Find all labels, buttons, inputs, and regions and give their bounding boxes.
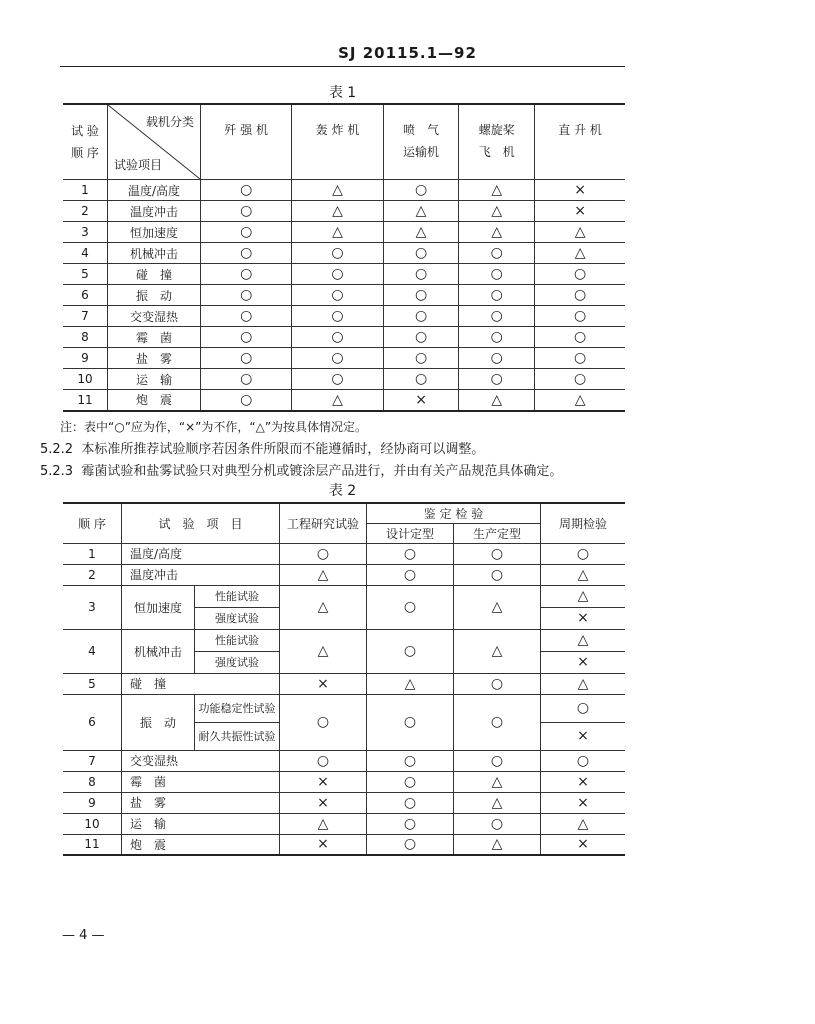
production-symbol: ○ <box>454 564 541 585</box>
clause-5-2-2 <box>40 438 484 457</box>
table2-row <box>63 694 625 722</box>
periodic-symbol: × <box>541 607 626 629</box>
requirement-symbol: ○ <box>535 327 625 348</box>
periodic-symbol: ○ <box>541 694 626 722</box>
requirement-symbol: ○ <box>383 369 459 390</box>
table1-row-label-header <box>63 104 108 180</box>
requirement-symbol: ○ <box>292 243 383 264</box>
requirement-symbol: ○ <box>292 348 383 369</box>
eng-symbol: ○ <box>280 694 367 750</box>
column-header-line: 轰 炸 机 <box>315 123 360 137</box>
periodic-symbol: △ <box>541 629 626 651</box>
periodic-symbol: △ <box>541 813 626 834</box>
clause-text: 霉菌试验和盐雾试验只对典型分机或镀涂层产品进行，并由有关产品规范具体确定。 <box>81 464 563 479</box>
requirement-symbol: ○ <box>535 306 625 327</box>
requirement-symbol: ○ <box>201 369 292 390</box>
diagonal-header <box>108 105 200 179</box>
sub-test-item: 功能稳定性试验 <box>195 694 280 722</box>
row-number: 9 <box>63 348 108 369</box>
requirement-symbol: △ <box>535 390 625 411</box>
requirement-symbol: ○ <box>383 348 459 369</box>
requirement-symbol: ○ <box>201 201 292 222</box>
column-header-line: 飞 机 <box>478 145 515 159</box>
test-item: 碰 撞 <box>122 673 280 694</box>
table2-row <box>63 585 625 607</box>
eng-symbol: △ <box>280 564 367 585</box>
eng-symbol: ○ <box>280 543 367 564</box>
requirement-symbol: ○ <box>383 285 459 306</box>
table1-column-header <box>292 104 383 180</box>
test-item: 振 动 <box>108 285 201 306</box>
eng-symbol: △ <box>280 629 367 673</box>
row-number: 9 <box>63 792 122 813</box>
test-item: 温度/高度 <box>122 543 280 564</box>
test-item: 恒加速度 <box>108 222 201 243</box>
periodic-symbol: ○ <box>541 750 626 771</box>
design-symbol: ○ <box>367 629 454 673</box>
table2-row <box>63 543 625 564</box>
header-rule <box>60 66 625 67</box>
test-item: 温度冲击 <box>122 564 280 585</box>
requirement-symbol: △ <box>292 390 383 411</box>
requirement-symbol: △ <box>459 201 535 222</box>
periodic-symbol: △ <box>541 585 626 607</box>
eng-symbol: × <box>280 673 367 694</box>
row-number: 6 <box>63 694 122 750</box>
periodic-symbol: △ <box>541 564 626 585</box>
requirement-symbol: ○ <box>201 222 292 243</box>
row-number: 6 <box>63 285 108 306</box>
table1-row <box>63 369 625 390</box>
requirement-symbol: × <box>383 390 459 411</box>
row-number: 4 <box>63 243 108 264</box>
periodic-symbol: × <box>541 722 626 750</box>
periodic-symbol: × <box>541 834 626 855</box>
column-header-line: 喷 气 <box>403 123 440 137</box>
production-symbol: △ <box>454 834 541 855</box>
table1-row <box>63 222 625 243</box>
requirement-symbol: ○ <box>459 369 535 390</box>
corner-top-label: 载机分类 <box>145 115 194 129</box>
requirement-symbol: ○ <box>201 180 292 201</box>
test-item: 交变湿热 <box>108 306 201 327</box>
production-symbol: ○ <box>454 543 541 564</box>
row-label-line: 试 验 <box>71 124 99 138</box>
test-item: 盐 雾 <box>122 792 280 813</box>
page-number: — 4 — <box>62 928 105 943</box>
eng-symbol: ○ <box>280 750 367 771</box>
row-number: 3 <box>63 585 122 629</box>
design-symbol: ○ <box>367 792 454 813</box>
row-number: 4 <box>63 629 122 673</box>
requirement-symbol: △ <box>292 180 383 201</box>
design-symbol: ○ <box>367 750 454 771</box>
requirement-symbol: ○ <box>535 285 625 306</box>
table2-row <box>63 564 625 585</box>
row-number: 10 <box>63 369 108 390</box>
sub-test-item: 性能试验 <box>195 629 280 651</box>
table1-row <box>63 306 625 327</box>
test-item: 温度冲击 <box>108 201 201 222</box>
requirement-symbol: △ <box>459 390 535 411</box>
row-number: 7 <box>63 306 108 327</box>
design-symbol: ○ <box>367 564 454 585</box>
production-symbol: ○ <box>454 813 541 834</box>
table2-caption: 表 2 <box>328 483 357 499</box>
column-header-line: 运输机 <box>403 145 440 159</box>
eng-symbol: × <box>280 771 367 792</box>
column-header-line: 直 升 机 <box>558 123 602 137</box>
requirement-symbol: ○ <box>383 306 459 327</box>
table1-column-header <box>459 104 535 180</box>
row-number: 1 <box>63 543 122 564</box>
table1-column-header <box>383 104 459 180</box>
test-item: 机械冲击 <box>108 243 201 264</box>
row-number: 5 <box>63 264 108 285</box>
row-number: 5 <box>63 673 122 694</box>
periodic-symbol: × <box>541 792 626 813</box>
table2-header-row <box>63 503 625 523</box>
requirement-symbol: ○ <box>535 348 625 369</box>
requirement-symbol: × <box>535 201 625 222</box>
requirement-symbol: ○ <box>459 264 535 285</box>
requirement-symbol: ○ <box>201 243 292 264</box>
requirement-symbol: △ <box>459 180 535 201</box>
requirement-symbol: △ <box>535 222 625 243</box>
table1-corner-cell <box>108 104 201 180</box>
production-symbol: △ <box>454 792 541 813</box>
test-item: 振 动 <box>122 694 195 750</box>
table2-row <box>63 629 625 651</box>
table2-item-header: 试 验 项 目 <box>122 503 280 543</box>
row-number: 11 <box>63 390 108 411</box>
design-symbol: ○ <box>367 771 454 792</box>
row-label-line: 顺 序 <box>71 146 99 160</box>
table1-row <box>63 243 625 264</box>
test-item: 交变湿热 <box>122 750 280 771</box>
test-item: 盐 雾 <box>108 348 201 369</box>
table2-row <box>63 750 625 771</box>
table2-row <box>63 771 625 792</box>
production-symbol: ○ <box>454 673 541 694</box>
requirement-symbol: × <box>535 180 625 201</box>
requirement-symbol: ○ <box>201 327 292 348</box>
table1-row <box>63 285 625 306</box>
table1-row <box>63 390 625 411</box>
table1-row <box>63 327 625 348</box>
requirement-symbol: ○ <box>459 327 535 348</box>
requirement-symbol: △ <box>292 201 383 222</box>
production-symbol: △ <box>454 629 541 673</box>
table2-row <box>63 673 625 694</box>
clause-number: 5.2.2 <box>40 442 74 457</box>
periodic-symbol: × <box>541 771 626 792</box>
sub-test-item: 性能试验 <box>195 585 280 607</box>
periodic-symbol: ○ <box>541 543 626 564</box>
sub-test-item: 强度试验 <box>195 607 280 629</box>
periodic-symbol: × <box>541 651 626 673</box>
table1-row <box>63 264 625 285</box>
table1-column-header <box>201 104 292 180</box>
eng-symbol: △ <box>280 813 367 834</box>
row-number: 10 <box>63 813 122 834</box>
design-symbol: ○ <box>367 694 454 750</box>
standard-code: SJ 20115.1—92 <box>338 44 477 62</box>
row-number: 8 <box>63 771 122 792</box>
row-number: 8 <box>63 327 108 348</box>
production-symbol: ○ <box>454 750 541 771</box>
eng-symbol: × <box>280 834 367 855</box>
test-item: 恒加速度 <box>122 585 195 629</box>
clause-number: 5.2.3 <box>40 464 74 479</box>
table2-eng-header: 工程研究试验 <box>280 503 367 543</box>
table1-note: 注：表中“○”应为作，“×”为不作，“△”为按具体情况定。 <box>60 420 368 434</box>
row-number: 1 <box>63 180 108 201</box>
table2-periodic-header: 周期检验 <box>541 503 626 543</box>
table1 <box>63 103 625 412</box>
table2-design-header: 设计定型 <box>367 523 454 543</box>
test-item: 炮 震 <box>122 834 280 855</box>
periodic-symbol: △ <box>541 673 626 694</box>
row-number: 7 <box>63 750 122 771</box>
production-symbol: △ <box>454 585 541 629</box>
eng-symbol: △ <box>280 585 367 629</box>
table1-row <box>63 201 625 222</box>
sub-test-item: 耐久共振性试验 <box>195 722 280 750</box>
table2-appraisal-header: 鉴 定 检 验 <box>367 503 541 523</box>
requirement-symbol: △ <box>292 222 383 243</box>
requirement-symbol: ○ <box>201 285 292 306</box>
requirement-symbol: ○ <box>383 180 459 201</box>
requirement-symbol: ○ <box>201 390 292 411</box>
requirement-symbol: ○ <box>201 306 292 327</box>
test-item: 温度/高度 <box>108 180 201 201</box>
table1-caption: 表 1 <box>328 85 357 101</box>
design-symbol: ○ <box>367 543 454 564</box>
requirement-symbol: ○ <box>459 285 535 306</box>
design-symbol: ○ <box>367 813 454 834</box>
requirement-symbol: ○ <box>383 264 459 285</box>
row-number: 3 <box>63 222 108 243</box>
row-number: 2 <box>63 564 122 585</box>
requirement-symbol: ○ <box>383 243 459 264</box>
requirement-symbol: ○ <box>292 327 383 348</box>
corner-bottom-label: 试验项目 <box>114 158 163 172</box>
requirement-symbol: ○ <box>383 327 459 348</box>
table1-row <box>63 180 625 201</box>
requirement-symbol: ○ <box>459 243 535 264</box>
test-item: 运 输 <box>108 369 201 390</box>
row-number: 11 <box>63 834 122 855</box>
table2-row <box>63 834 625 855</box>
production-symbol: ○ <box>454 694 541 750</box>
column-header-line: 歼 强 机 <box>224 123 268 137</box>
clause-text: 本标准所推荐试验顺序若因条件所限而不能遵循时，经协商可以调整。 <box>81 442 485 457</box>
requirement-symbol: ○ <box>535 264 625 285</box>
table2-no-header: 顺 序 <box>63 503 122 543</box>
requirement-symbol: △ <box>383 222 459 243</box>
requirement-symbol: ○ <box>292 285 383 306</box>
requirement-symbol: ○ <box>459 348 535 369</box>
requirement-symbol: ○ <box>201 264 292 285</box>
table1-row <box>63 348 625 369</box>
test-item: 机械冲击 <box>122 629 195 673</box>
table2-production-header: 生产定型 <box>454 523 541 543</box>
test-item: 炮 震 <box>108 390 201 411</box>
design-symbol: ○ <box>367 834 454 855</box>
requirement-symbol: △ <box>535 243 625 264</box>
production-symbol: △ <box>454 771 541 792</box>
table2-row <box>63 813 625 834</box>
clause-5-2-3 <box>40 460 562 479</box>
table1-header-row <box>63 104 625 180</box>
requirement-symbol: △ <box>459 222 535 243</box>
table2-row <box>63 792 625 813</box>
requirement-symbol: ○ <box>459 306 535 327</box>
requirement-symbol: ○ <box>292 264 383 285</box>
requirement-symbol: ○ <box>292 369 383 390</box>
test-item: 运 输 <box>122 813 280 834</box>
requirement-symbol: △ <box>383 201 459 222</box>
table1-column-header <box>535 104 625 180</box>
column-header-line: 螺旋桨 <box>478 123 515 137</box>
test-item: 碰 撞 <box>108 264 201 285</box>
design-symbol: ○ <box>367 585 454 629</box>
table2 <box>63 502 625 856</box>
eng-symbol: × <box>280 792 367 813</box>
requirement-symbol: ○ <box>201 348 292 369</box>
test-item: 霉 菌 <box>108 327 201 348</box>
design-symbol: △ <box>367 673 454 694</box>
requirement-symbol: ○ <box>535 369 625 390</box>
requirement-symbol: ○ <box>292 306 383 327</box>
sub-test-item: 强度试验 <box>195 651 280 673</box>
row-number: 2 <box>63 201 108 222</box>
test-item: 霉 菌 <box>122 771 280 792</box>
